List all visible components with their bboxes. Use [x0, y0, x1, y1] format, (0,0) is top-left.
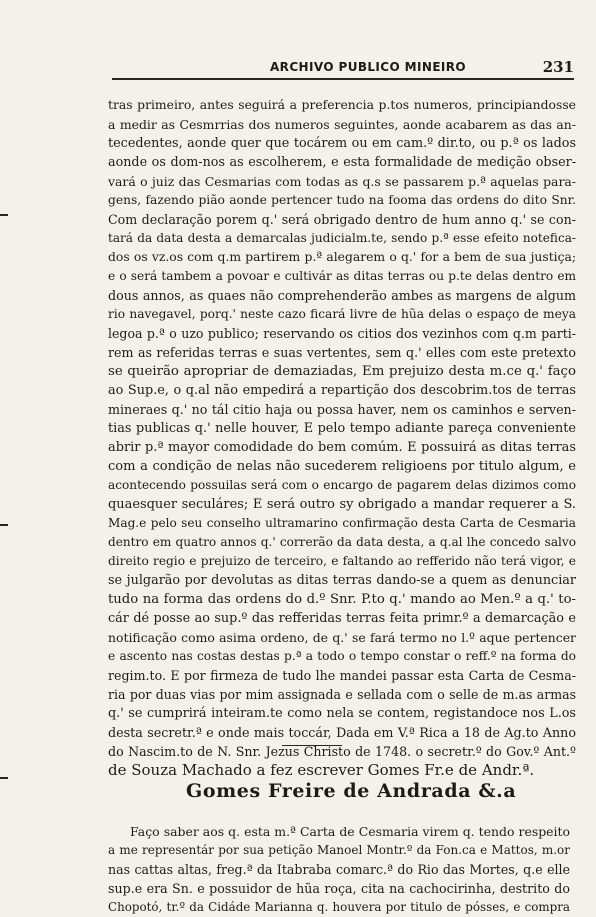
text-line: Com declaração porem q.' será obrigado dentro de hum anno q.' se con- — [108, 212, 576, 227]
text-line: mineraes q.' no tál citio haja ou possa haver, nem os caminhos e serven- — [108, 402, 576, 417]
text-line: e o será tambem a povoar e cultivár as ditas terras ou p.te delas dentro em — [108, 269, 576, 283]
text-line: dous annos, as quaes não comprehenderão ambes as margens de algum — [108, 288, 576, 303]
text-line: se julgarão por devolutas as ditas terras dando-se a quem as denunciar — [108, 573, 576, 588]
text-line: acontecendo possuilas será com o encargo de pagarem delas dizimos como — [108, 478, 576, 492]
text-line: abrir p.ª mayor comodidade do bem comúm. E possuirá as ditas terras — [108, 440, 576, 455]
text-line: notificação como asima ordeno, de q.' se fará termo no l.º aque pertencer — [108, 630, 576, 645]
text-line: a medir as Cesmrrias dos numeros seguintes, aonde acabarem as das an- — [108, 117, 576, 132]
section-separator — [282, 745, 342, 746]
text-line: tras primeiro, antes seguirá a preferencia p.tos numeros, principiandosse — [108, 98, 576, 112]
running-header — [112, 58, 574, 76]
text-line: sup.e era Sn. e possuidor de hũa roça, cita na cachocirinha, destrito do — [108, 881, 570, 896]
text-line: legoa p.ª o uzo publico; reservando os citios dos vezinhos com q.m parti- — [108, 326, 576, 341]
text-line: dentro em quatro annos q.' correrão da data desta, a q.al lhe concedo salvo — [108, 535, 576, 549]
body-paragraph — [108, 96, 576, 780]
text-line: Chopotó, tr.º da Cidáde Marianna q. houvera por titulo de pósses, e compra — [108, 900, 570, 914]
text-line: e ascento nas costas destas p.ª a todo o tempo constar o reff.º na forma do — [108, 649, 576, 663]
section-heading: Gomes Freire de Andrada &.a — [186, 780, 517, 802]
running-title: ARCHIVO PUBLICO MINEIRO — [270, 60, 467, 74]
text-line: tudo na forma das ordens do d.º Snr. P.to q.' mando ao Men.º a q.' to- — [108, 592, 576, 607]
text-line: a me representár por sua petição Manoel Montr.º da Fon.ca e Mattos, m.or — [108, 843, 570, 857]
text-line: quaesquer seculáres; E será outro sy obrigado a mandar requerer a S. — [108, 497, 576, 512]
text-line: Faço saber aos q. esta m.ª Carta de Cesmaria virem q. tendo respeito — [130, 824, 570, 839]
text-line: vará o juiz das Cesmarias com todas as q.s se passarem p.ª aquelas para- — [108, 174, 576, 189]
text-line: ria por duas vias por mim assignada e sellada com o selle de m.as armas — [108, 687, 576, 702]
text-line: rem as referidas terras e suas vertentes, sem q.' elles com este pretexto — [108, 345, 576, 360]
text-line: do Nascim.to de N. Snr. Jezus Christo de 1748. o secretr.º do Gov.º Ant.º — [108, 744, 576, 759]
margin-mark — [0, 214, 8, 216]
text-line: nas cattas altas, freg.ª da Itabraba comarc.ª do Rio das Mortes, q.e elle — [108, 862, 570, 877]
text-line: rio navegavel, porq.' neste cazo ficará livre de hũa delas o espaço de meya — [108, 307, 576, 321]
text-line: gens, fazendo pião aonde pertencer tudo na fooma das ordens do dito Snr. — [108, 193, 576, 207]
text-line: tias publicas q.' nelle houver, E pelo tempo adiante pareça conveniente — [108, 421, 576, 436]
text-line: desta secretr.ª e onde mais toccár, Dada em V.ª Rica a 18 de Ag.to Anno — [108, 725, 576, 740]
text-line: cár dé posse ao sup.º das refferidas terras feita primr.º a demarcação e — [108, 611, 576, 626]
text-line: Mag.e pelo seu conselho ultramarino confirmação desta Carta de Cesmaria — [108, 516, 576, 530]
text-line: aonde os dom-nos as escolherem, e esta formalidade de medição obser- — [108, 155, 576, 170]
text-line: dos os vz.os com q.m partirem p.ª alegarem o q.' for a bem de sua justiça; — [108, 250, 576, 264]
text-line: se queirão apropriar de demaziadas, Em prejuizo desta m.ce q.' faço — [108, 364, 576, 379]
text-line: com a condição de nelas não sucederem religioens por titulo algum, e — [108, 459, 576, 474]
text-line: de Souza Machado a fez escrever Gomes Fr.e de Andr.ª. — [108, 761, 535, 779]
text-line: regim.to. E por firmeza de tudo lhe mandei passar esta Carta de Cesma- — [108, 668, 576, 683]
text-line: direito regio e prejuizo de terceiro, e faltando ao refferido não terá vigor, e — [108, 554, 576, 568]
text-line: tecedentes, aonde quer que tocárem ou em cam.º dir.to, ou p.ª os lados — [108, 136, 576, 151]
text-line: tará da data desta a demarcalas judicialm.te, sendo p.ª esse efeito notefica- — [108, 231, 576, 245]
page-number: 231 — [542, 58, 574, 76]
header-rule — [112, 78, 574, 80]
margin-mark — [0, 777, 8, 779]
margin-mark — [0, 524, 8, 526]
text-line: ao Sup.e, o q.al não empedirá a repartição dos descobrim.tos de terras — [108, 383, 576, 398]
body-paragraph-2 — [108, 822, 570, 917]
text-line: q.' se cumprirá inteiram.te como nela se contem, registandoce nos L.os — [108, 706, 576, 721]
